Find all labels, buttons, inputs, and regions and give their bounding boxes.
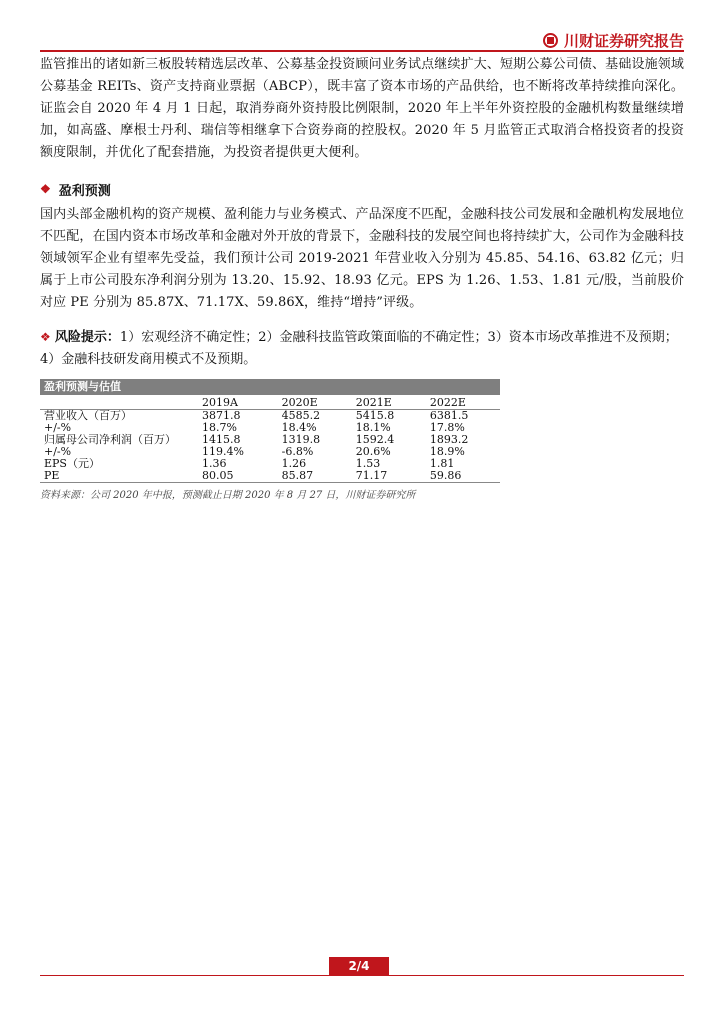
table-cell: 1.81 (429, 457, 455, 470)
report-body (40, 54, 684, 501)
table-cell: 18.7% (202, 421, 237, 434)
table-cell: 6381.5 (429, 409, 469, 422)
table-cell: 17.8% (429, 421, 465, 434)
footer-divider (40, 975, 684, 976)
page-number: 2/4 (329, 957, 389, 975)
table-header-cell: 2020E (278, 395, 352, 410)
header-divider (40, 50, 684, 52)
row-label: +/-% (44, 421, 72, 434)
table-cell: 71.17 (352, 470, 426, 483)
risk-label: 风险提示： (54, 330, 120, 345)
table-cell: 1415.8 (202, 433, 241, 446)
brand-name: 川财证券研究报告 (563, 32, 684, 50)
table-cell: 1592.4 (355, 433, 395, 446)
forecast-table (40, 379, 500, 483)
row-label: 营业收入（百万） (44, 409, 132, 422)
table-header-cell: 2021E (352, 395, 426, 410)
diamond-bullet-icon: ❖ (40, 182, 51, 196)
table-cell: 20.6% (355, 445, 391, 458)
table-cell: 119.4% (202, 445, 244, 458)
table-header-cell (40, 395, 198, 410)
row-label: PE (40, 470, 198, 483)
table-cell: 1893.2 (429, 433, 469, 446)
row-label: +/-% (44, 445, 72, 458)
risk-text: 1）宏观经济不确定性；2）金融科技监管政策面临的不确定性；3）资本市场改革推进不及预期；4）金融科技研发商用模式不及预期。 (40, 330, 678, 367)
table-source: 资料来源：公司 2020 年中报，预测截止日期 2020 年 8 月 27 日，川财证券研究所 (40, 490, 416, 501)
paragraph-regulation: 监管推出的诸如新三板股转精选层改革、公募基金投资顾问业务试点继续扩大、短期公募公司债、基础设施领域公募基金 REITs、资产支持商业票据（ABCP），既丰富了资本市场的产品供给，也不断将改革持续推向深化。证监会自 2020 年 4 月 1 日起，取消券商外资持股比例限制，2020 年上半年外资控股的金融机构数量继续增加，如高盛、摩根士丹利、瑞信等相继拿下合资券商的控股权。2020 年 5 月监管正式取消合格投资者的投资额度限制，并优化了配套措施，为投资者提供更大便利。 (40, 57, 684, 160)
table-cell: 85.87 (278, 470, 352, 483)
diamond-bullet-icon: ❖ (40, 330, 51, 344)
row-label: 归属母公司净利润（百万） (44, 433, 176, 446)
table-row (40, 470, 500, 483)
table-cell: -6.8% (281, 445, 314, 458)
brand-header (543, 30, 684, 51)
table-cell: 4585.2 (281, 409, 321, 422)
section-profit-forecast (40, 178, 684, 200)
table-cell: 1.53 (355, 457, 381, 470)
risk-warning (40, 326, 684, 371)
table-cell: 18.9% (429, 445, 465, 458)
table-cell: 80.05 (198, 470, 278, 483)
brand-logo-icon (543, 33, 558, 48)
table-cell: 1319.8 (281, 433, 321, 446)
paragraph-forecast: 国内头部金融机构的资产规模、盈利能力与业务模式、产品深度不匹配，金融科技公司发展和金融机构发展地位不匹配，在国内资本市场改革和金融对外开放的背景下，金融科技的发展空间也将持续扩大，公司作为金融科技领域领军企业有望率先受益，我们预计公司 2019-2021 年营业收入分别为 45.85、54.16、63.82 亿元；归属于上市公司股东净利润分别为 13.20、15.92、18.93 亿元。EPS 为 1.26、1.53、1.81 元/股，当前股价对应 PE 分别为 85.87X、71.17X、59.86X，维持“增持”评级。 (40, 207, 684, 310)
table-cell: 18.1% (355, 421, 391, 434)
table-cell: 3871.8 (202, 409, 241, 422)
table-cell: 1.36 (202, 457, 227, 470)
row-label: EPS（元） (44, 457, 100, 470)
table-cell: 18.4% (281, 421, 317, 434)
table-caption: 盈利预测与估值 (40, 379, 500, 395)
table-header-cell: 2019A (198, 395, 278, 410)
section-title: 盈利预测 (58, 183, 111, 199)
table-cell: 59.86 (426, 470, 500, 483)
table-header-row (40, 395, 500, 410)
table-cell: 5415.8 (355, 409, 395, 422)
table-cell: 1.26 (281, 457, 307, 470)
table-header-cell: 2022E (426, 395, 500, 410)
